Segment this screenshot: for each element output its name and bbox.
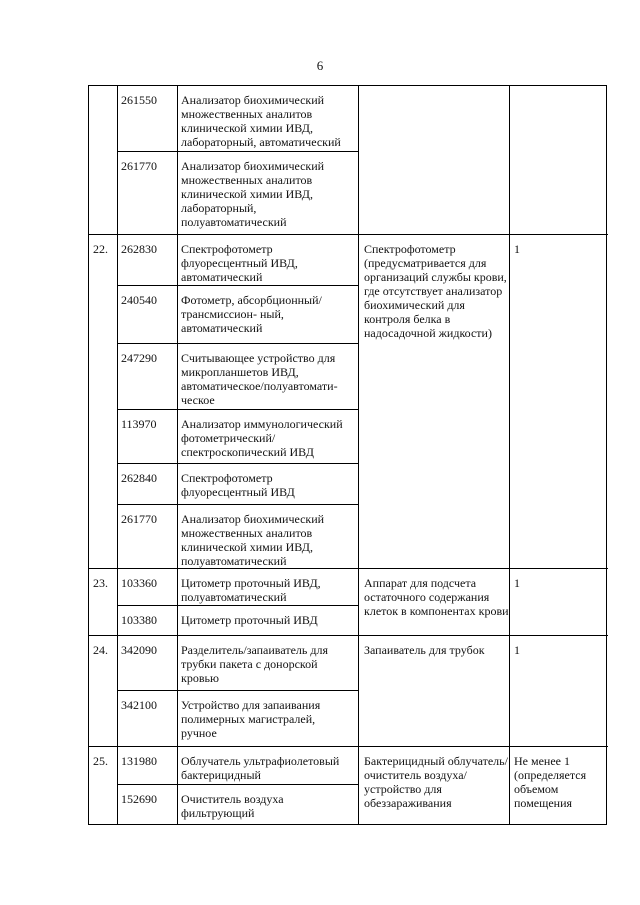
row-divider	[117, 285, 358, 286]
group-quantity: Не менее 1 (определяется объемом помещения	[514, 754, 587, 810]
item-code: 262830	[121, 242, 157, 256]
item-name: Цитометр проточный ИВД	[181, 613, 318, 627]
item-name: Облучатель ультрафиолетовый бактерицидный	[181, 754, 340, 782]
row-divider	[117, 343, 358, 344]
row-divider	[117, 690, 358, 691]
group-number: 22.	[93, 242, 108, 256]
group-purpose: Запаиватель для трубок	[364, 643, 485, 657]
group-divider	[89, 234, 608, 235]
item-name: Анализатор биохимический множественных аналитов клинической химии ИВД, лабораторный, полуавтоматический	[181, 159, 325, 229]
item-code: 261550	[121, 93, 157, 107]
item-name: Спектрофотометр флуоресцентный ИВД	[181, 471, 295, 499]
group-quantity: 1	[514, 643, 520, 657]
column-divider	[358, 86, 359, 824]
row-divider	[117, 504, 358, 505]
item-code: 103380	[121, 613, 157, 627]
item-code: 131980	[121, 754, 157, 768]
item-code: 247290	[121, 351, 157, 365]
equipment-table	[88, 85, 607, 825]
column-divider	[509, 86, 510, 824]
item-code: 342100	[121, 698, 157, 712]
group-purpose: Аппарат для подсчета остаточного содержания клеток в компонентах крови	[364, 576, 509, 618]
group-number: 24.	[93, 643, 108, 657]
item-name: Анализатор иммунологический фотометрический/ спектроскопический ИВД	[181, 417, 343, 459]
item-name: Спектрофотометр флуоресцентный ИВД, автоматический	[181, 242, 298, 284]
item-name: Анализатор биохимический множественных аналитов клинической химии ИВД, лабораторный, автоматический	[181, 93, 341, 149]
group-divider	[89, 746, 608, 747]
group-divider	[89, 568, 608, 569]
column-divider	[177, 86, 178, 824]
page-number: 6	[316, 58, 324, 73]
item-name: Цитометр проточный ИВД, полуавтоматический	[181, 576, 321, 604]
item-name: Очиститель воздуха фильтрующий	[181, 792, 284, 820]
item-code: 103360	[121, 576, 157, 590]
item-code: 262840	[121, 471, 157, 485]
row-divider	[117, 784, 358, 785]
row-divider	[117, 409, 358, 410]
item-code: 240540	[121, 293, 157, 307]
group-quantity: 1	[514, 242, 520, 256]
group-number: 25.	[93, 754, 108, 768]
item-code: 152690	[121, 792, 157, 806]
item-code: 342090	[121, 643, 157, 657]
row-divider	[117, 605, 358, 606]
item-name: Анализатор биохимический множественных аналитов клинической химии ИВД, полуавтоматический	[181, 512, 325, 568]
item-name: Устройство для запаивания полимерных магистралей, ручное	[181, 698, 321, 740]
group-divider	[89, 635, 608, 636]
column-divider	[117, 86, 118, 824]
item-code: 261770	[121, 159, 157, 173]
group-quantity: 1	[514, 576, 520, 590]
item-name: Фотометр, абсорбционный/трансмиссион- ный, автоматический	[181, 293, 322, 335]
group-purpose: Бактерицидный облучатель/очиститель воздуха/устройство для обеззараживания	[364, 754, 508, 810]
item-code: 113970	[121, 417, 157, 431]
group-purpose: Спектрофотометр (предусматривается для организаций службы крови, где отсутствует анализатор биохимический для контроля белка в надосадочной жидкости)	[364, 242, 507, 340]
item-code: 261770	[121, 512, 157, 526]
group-number: 23.	[93, 576, 108, 590]
row-divider	[117, 463, 358, 464]
row-divider	[117, 151, 358, 152]
item-name: Считывающее устройство для микропланшетов ИВД, автоматическое/полуавтомати- ческое	[181, 351, 338, 407]
item-name: Разделитель/запаиватель для трубки пакета с донорской кровью	[181, 643, 328, 685]
